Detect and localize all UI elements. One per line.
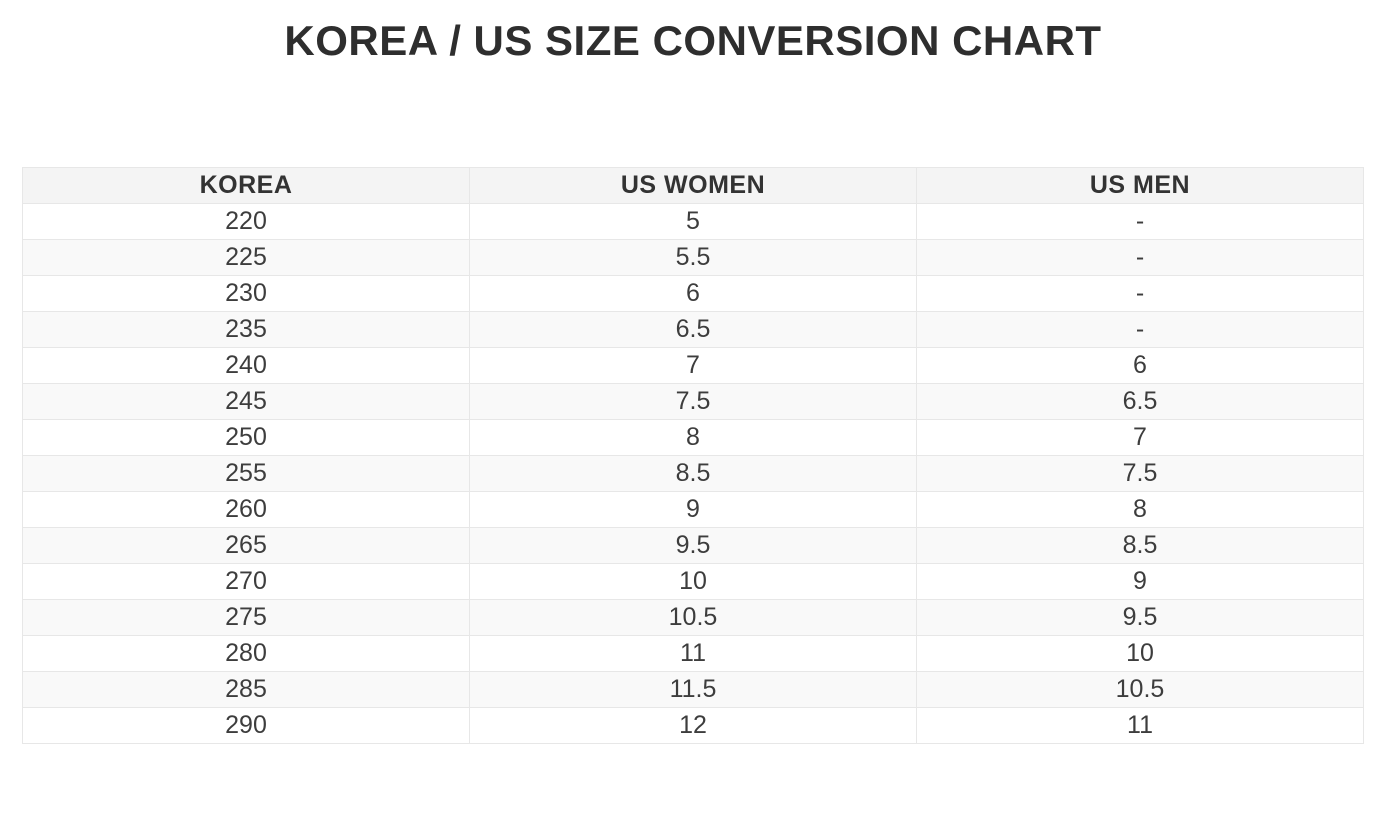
table-cell: 255 <box>23 456 470 492</box>
table-cell: 12 <box>470 708 917 744</box>
table-cell: 8.5 <box>917 528 1364 564</box>
table-cell: 10 <box>470 564 917 600</box>
table-row <box>23 708 1364 744</box>
table-cell: 9.5 <box>917 600 1364 636</box>
table-cell: 7 <box>917 420 1364 456</box>
table-row <box>23 564 1364 600</box>
table-cell: - <box>917 276 1364 312</box>
table-row <box>23 348 1364 384</box>
table-cell: 225 <box>23 240 470 276</box>
table-row <box>23 204 1364 240</box>
table-cell: - <box>917 240 1364 276</box>
table-row <box>23 456 1364 492</box>
table-cell: 9 <box>917 564 1364 600</box>
table-cell: 8 <box>470 420 917 456</box>
table-cell: 11 <box>917 708 1364 744</box>
table-cell: 250 <box>23 420 470 456</box>
table-cell: 280 <box>23 636 470 672</box>
table-cell: 7.5 <box>470 384 917 420</box>
table-cell: 5.5 <box>470 240 917 276</box>
table-cell: 10.5 <box>470 600 917 636</box>
table-cell: - <box>917 312 1364 348</box>
table-cell: 270 <box>23 564 470 600</box>
table-cell: - <box>917 204 1364 240</box>
table-row <box>23 492 1364 528</box>
table-cell: 10 <box>917 636 1364 672</box>
table-cell: 8.5 <box>470 456 917 492</box>
table-cell: 9 <box>470 492 917 528</box>
table-body <box>23 204 1364 744</box>
table-row <box>23 672 1364 708</box>
table-cell: 260 <box>23 492 470 528</box>
column-header-korea: KOREA <box>23 168 470 204</box>
table-cell: 11.5 <box>470 672 917 708</box>
table-row <box>23 420 1364 456</box>
table-cell: 7.5 <box>917 456 1364 492</box>
table-cell: 8 <box>917 492 1364 528</box>
table-row <box>23 636 1364 672</box>
column-header-us-women: US WOMEN <box>470 168 917 204</box>
table-header-row <box>23 168 1364 204</box>
table-cell: 265 <box>23 528 470 564</box>
table-cell: 275 <box>23 600 470 636</box>
table-cell: 290 <box>23 708 470 744</box>
table-cell: 10.5 <box>917 672 1364 708</box>
table-row <box>23 276 1364 312</box>
table-cell: 235 <box>23 312 470 348</box>
column-header-us-men: US MEN <box>917 168 1364 204</box>
table-cell: 9.5 <box>470 528 917 564</box>
table-head <box>23 168 1364 204</box>
table-cell: 6 <box>470 276 917 312</box>
page-title: KOREA / US SIZE CONVERSION CHART <box>284 17 1102 64</box>
table-row <box>23 600 1364 636</box>
table-cell: 285 <box>23 672 470 708</box>
size-conversion-table <box>22 167 1364 744</box>
table-cell: 6.5 <box>470 312 917 348</box>
table-cell: 6.5 <box>917 384 1364 420</box>
table-cell: 6 <box>917 348 1364 384</box>
table-cell: 5 <box>470 204 917 240</box>
table-cell: 220 <box>23 204 470 240</box>
table-row <box>23 384 1364 420</box>
table-cell: 230 <box>23 276 470 312</box>
table-cell: 240 <box>23 348 470 384</box>
table-row <box>23 528 1364 564</box>
table-cell: 11 <box>470 636 917 672</box>
table-cell: 7 <box>470 348 917 384</box>
table-row <box>23 312 1364 348</box>
table-row <box>23 240 1364 276</box>
table-cell: 245 <box>23 384 470 420</box>
